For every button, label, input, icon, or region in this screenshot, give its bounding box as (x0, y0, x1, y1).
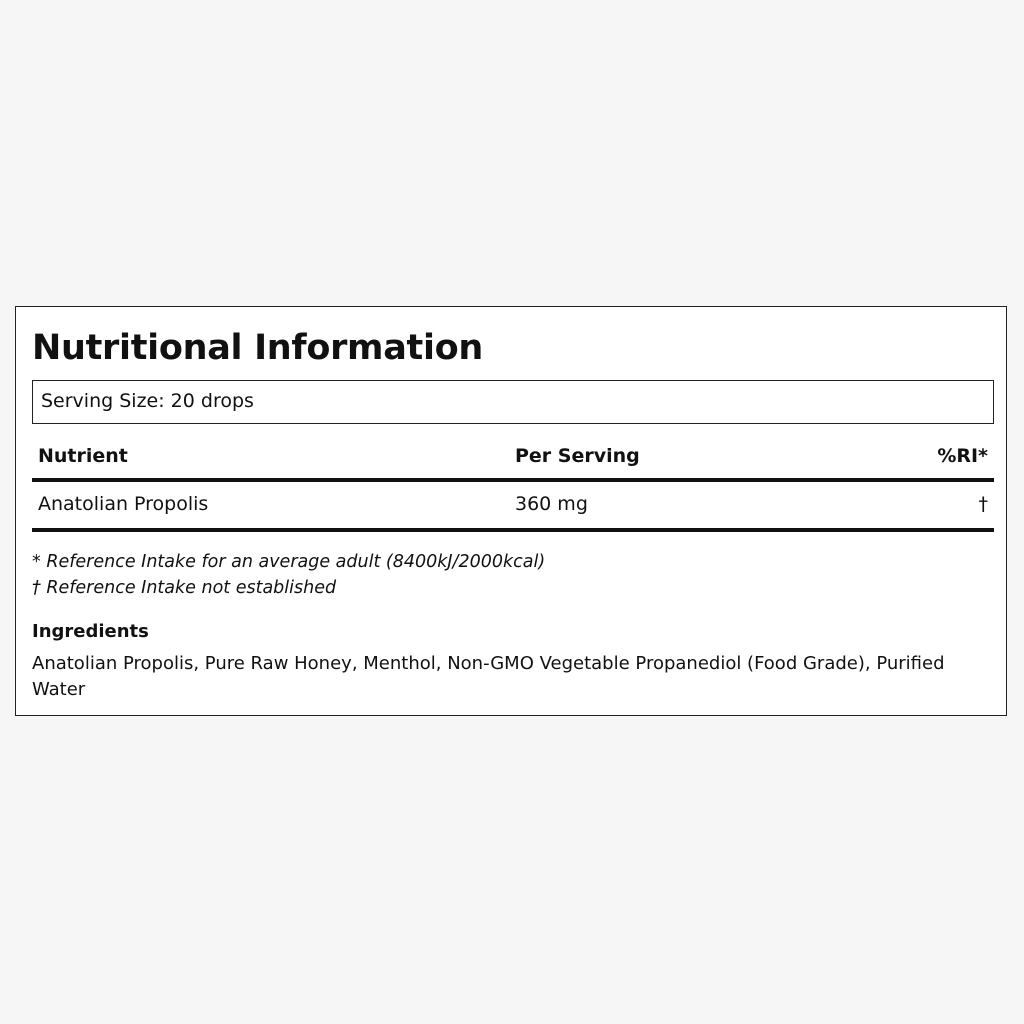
nutrition-table (32, 437, 994, 532)
nutrient-name: Anatolian Propolis (38, 493, 209, 515)
header-nutrient: Nutrient (38, 445, 128, 467)
footnote-not-established: † Reference Intake not established (32, 578, 337, 598)
footnote-reference-intake: * Reference Intake for an average adult (8400kJ/2000kcal) (32, 552, 546, 572)
nutrition-panel (15, 306, 1007, 716)
panel-title: Nutritional Information (32, 328, 484, 368)
ingredients-title: Ingredients (32, 621, 149, 642)
table-header-row (32, 437, 994, 482)
nutrient-ri: † (978, 493, 988, 515)
nutrient-amount: 360 mg (515, 493, 588, 515)
footnotes (32, 549, 545, 601)
ingredients-text: Anatolian Propolis, Pure Raw Honey, Menthol, Non-GMO Vegetable Propanediol (Food Grade), Purified Water (32, 653, 945, 700)
table-row (32, 482, 994, 532)
header-per-serving: Per Serving (515, 445, 640, 467)
serving-size-box: Serving Size: 20 drops (32, 380, 994, 424)
header-ri: %RI* (937, 445, 988, 467)
